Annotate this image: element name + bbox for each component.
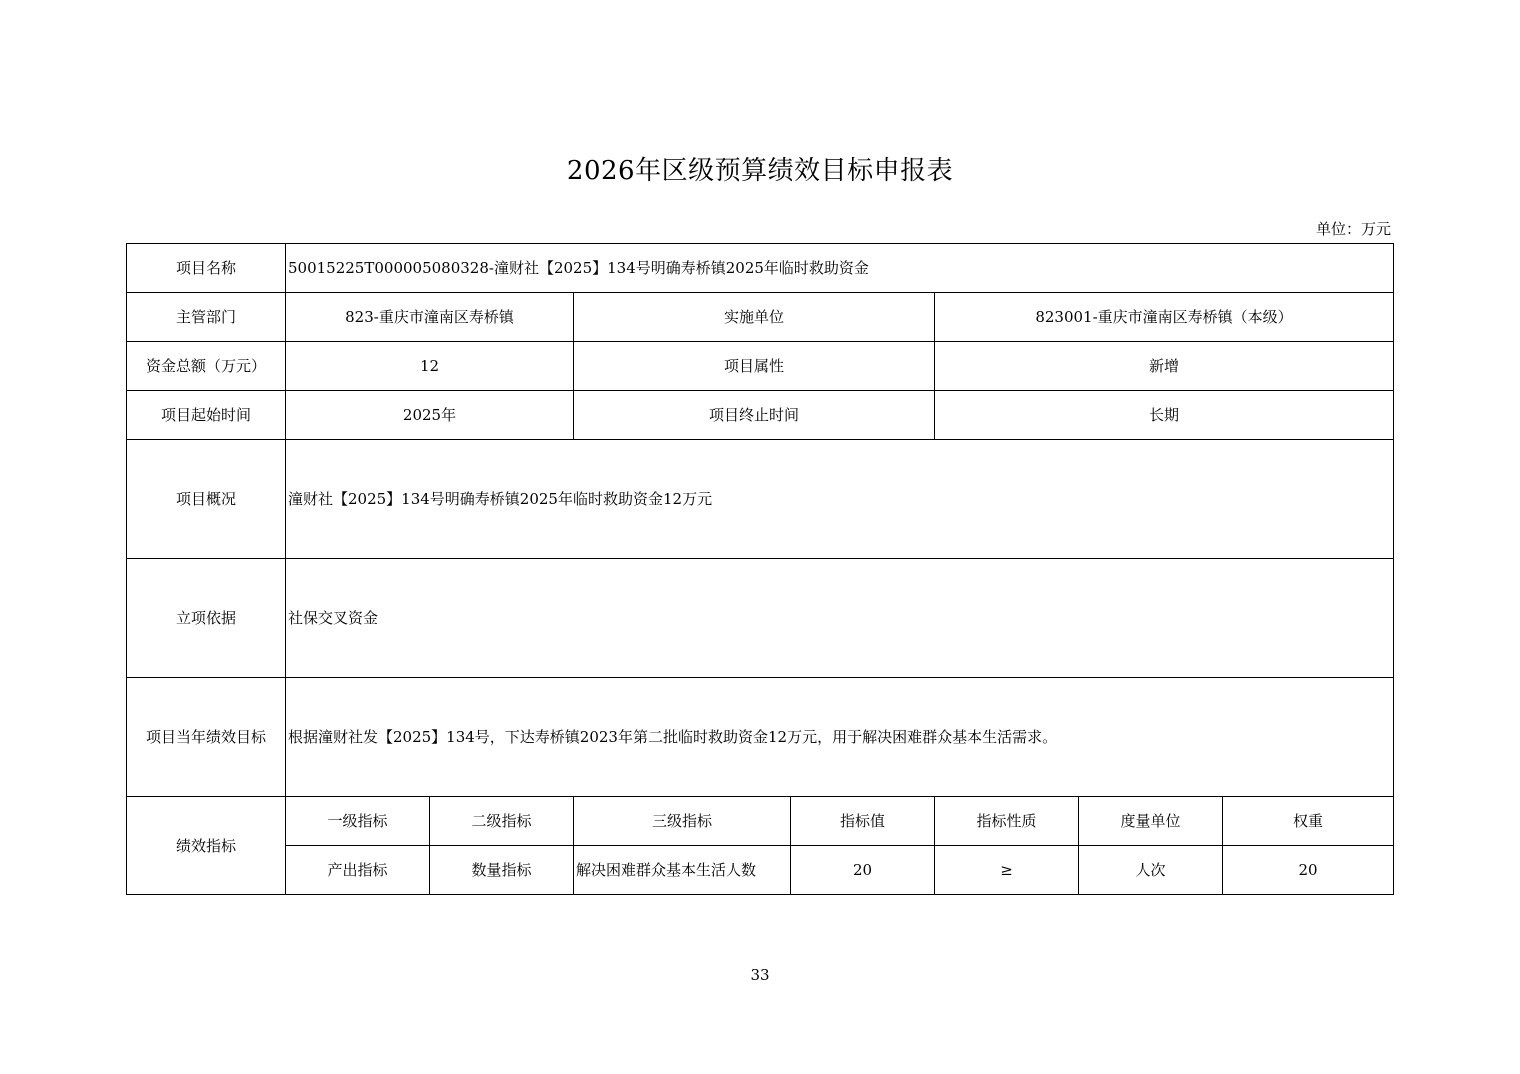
funds-label: 资金总额（万元） [127, 342, 286, 391]
indicator-header-cell: 指标值 [791, 797, 935, 846]
overview-label: 项目概况 [127, 440, 286, 559]
indicator-cell: 人次 [1079, 846, 1223, 895]
indicator-header-cell: 一级指标 [286, 797, 430, 846]
indicators-label: 绩效指标 [127, 797, 286, 895]
row-project-name [127, 244, 1394, 293]
indicator-header-cell: 三级指标 [574, 797, 791, 846]
end-time-value: 长期 [935, 391, 1394, 440]
row-overview [127, 440, 1394, 559]
row-basis [127, 559, 1394, 678]
indicator-cell: 20 [1223, 846, 1394, 895]
unit-label: 单位：万元 [1315, 220, 1391, 238]
budget-form-table [126, 243, 1394, 895]
start-time-label: 项目起始时间 [127, 391, 286, 440]
indicator-cell: ≥ [935, 846, 1079, 895]
implementing-unit-label: 实施单位 [574, 293, 935, 342]
indicator-header-cell: 二级指标 [430, 797, 574, 846]
row-time [127, 391, 1394, 440]
page-title: 2026年区级预算绩效目标申报表 [566, 156, 954, 186]
indicator-header-cell: 度量单位 [1079, 797, 1223, 846]
basis-label: 立项依据 [127, 559, 286, 678]
indicator-cell: 数量指标 [430, 846, 574, 895]
overview-value: 潼财社【2025】134号明确寿桥镇2025年临时救助资金12万元 [286, 440, 1394, 559]
project-name-value: 50015225T000005080328-潼财社【2025】134号明确寿桥镇2025年临时救助资金 [286, 244, 1394, 293]
project-name-label: 项目名称 [127, 244, 286, 293]
row-goal [127, 678, 1394, 797]
basis-value: 社保交叉资金 [286, 559, 1394, 678]
indicator-header-row [127, 797, 1394, 846]
page-number: 33 [750, 966, 770, 984]
implementing-unit-value: 823001-重庆市潼南区寿桥镇（本级） [935, 293, 1394, 342]
indicator-cell: 20 [791, 846, 935, 895]
project-attr-label: 项目属性 [574, 342, 935, 391]
goal-label: 项目当年绩效目标 [127, 678, 286, 797]
indicator-cell: 产出指标 [286, 846, 430, 895]
funds-value: 12 [286, 342, 574, 391]
row-department [127, 293, 1394, 342]
department-value: 823-重庆市潼南区寿桥镇 [286, 293, 574, 342]
indicator-header-cell: 指标性质 [935, 797, 1079, 846]
department-label: 主管部门 [127, 293, 286, 342]
indicator-data-row [127, 846, 1394, 895]
end-time-label: 项目终止时间 [574, 391, 935, 440]
project-attr-value: 新增 [935, 342, 1394, 391]
indicator-cell: 解决困难群众基本生活人数 [574, 846, 791, 895]
start-time-value: 2025年 [286, 391, 574, 440]
indicator-header-cell: 权重 [1223, 797, 1394, 846]
row-funds [127, 342, 1394, 391]
goal-value: 根据潼财社发【2025】134号，下达寿桥镇2023年第二批临时救助资金12万元，用于解决困难群众基本生活需求。 [286, 678, 1394, 797]
